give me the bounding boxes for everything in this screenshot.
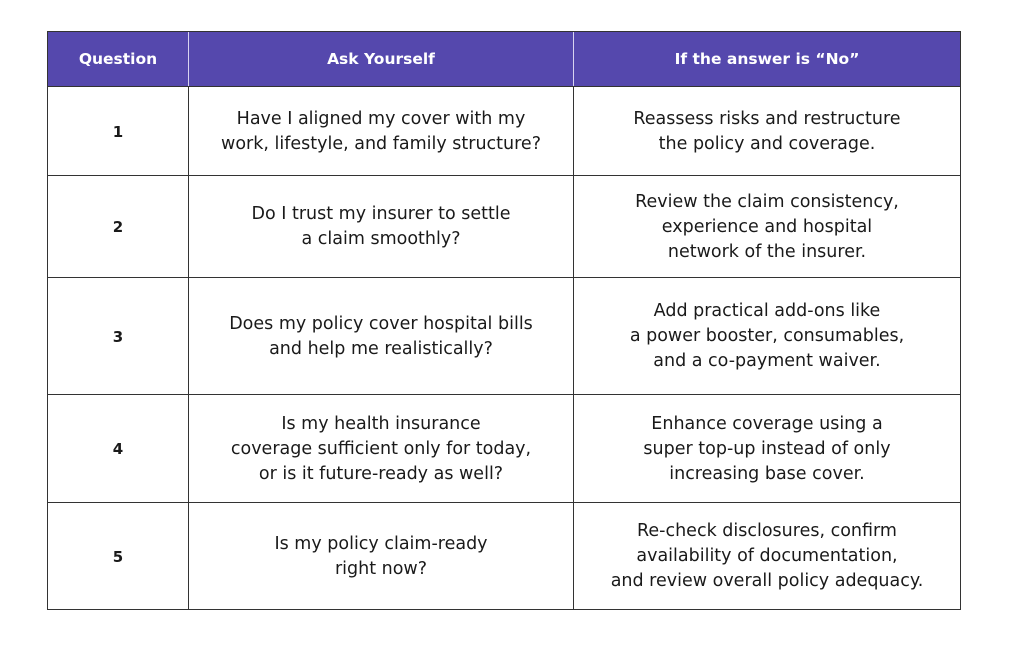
table-row xyxy=(48,502,960,610)
if-no-cell: Re-check disclosures, confirm availability of documentation, and review overall policy adequacy. xyxy=(573,503,960,610)
header-if-no: If the answer is “No” xyxy=(573,32,960,86)
table-row xyxy=(48,394,960,503)
ask-yourself-cell: Is my health insurance coverage sufficient only for today, or is it future-ready as well? xyxy=(188,395,573,503)
ask-yourself-cell: Do I trust my insurer to settle a claim smoothly? xyxy=(188,176,573,278)
table-row xyxy=(48,86,960,176)
ask-yourself-cell: Does my policy cover hospital bills and help me realistically? xyxy=(188,278,573,395)
if-no-cell: Enhance coverage using a super top-up instead of only increasing base cover. xyxy=(573,395,960,503)
if-no-cell: Add practical add-ons like a power booster, consumables, and a co-payment waiver. xyxy=(573,278,960,395)
questions-table xyxy=(47,31,961,610)
header-ask-yourself: Ask Yourself xyxy=(188,32,573,86)
question-number: 3 xyxy=(112,327,124,346)
question-number: 2 xyxy=(112,218,124,236)
if-no-cell: Reassess risks and restructure the policy and coverage. xyxy=(573,87,960,176)
table-row xyxy=(48,175,960,278)
if-no-cell: Review the claim consistency, experience and hospital network of the insurer. xyxy=(573,176,960,278)
header-question: Question xyxy=(78,50,158,68)
ask-yourself-cell: Have I aligned my cover with my work, lifestyle, and family structure? xyxy=(188,87,573,176)
question-number: 4 xyxy=(112,440,124,458)
question-number: 1 xyxy=(112,122,124,141)
table-header xyxy=(48,32,960,86)
table-row xyxy=(48,277,960,395)
ask-yourself-cell: Is my policy claim-ready right now? xyxy=(188,503,573,610)
question-number: 5 xyxy=(112,547,124,566)
